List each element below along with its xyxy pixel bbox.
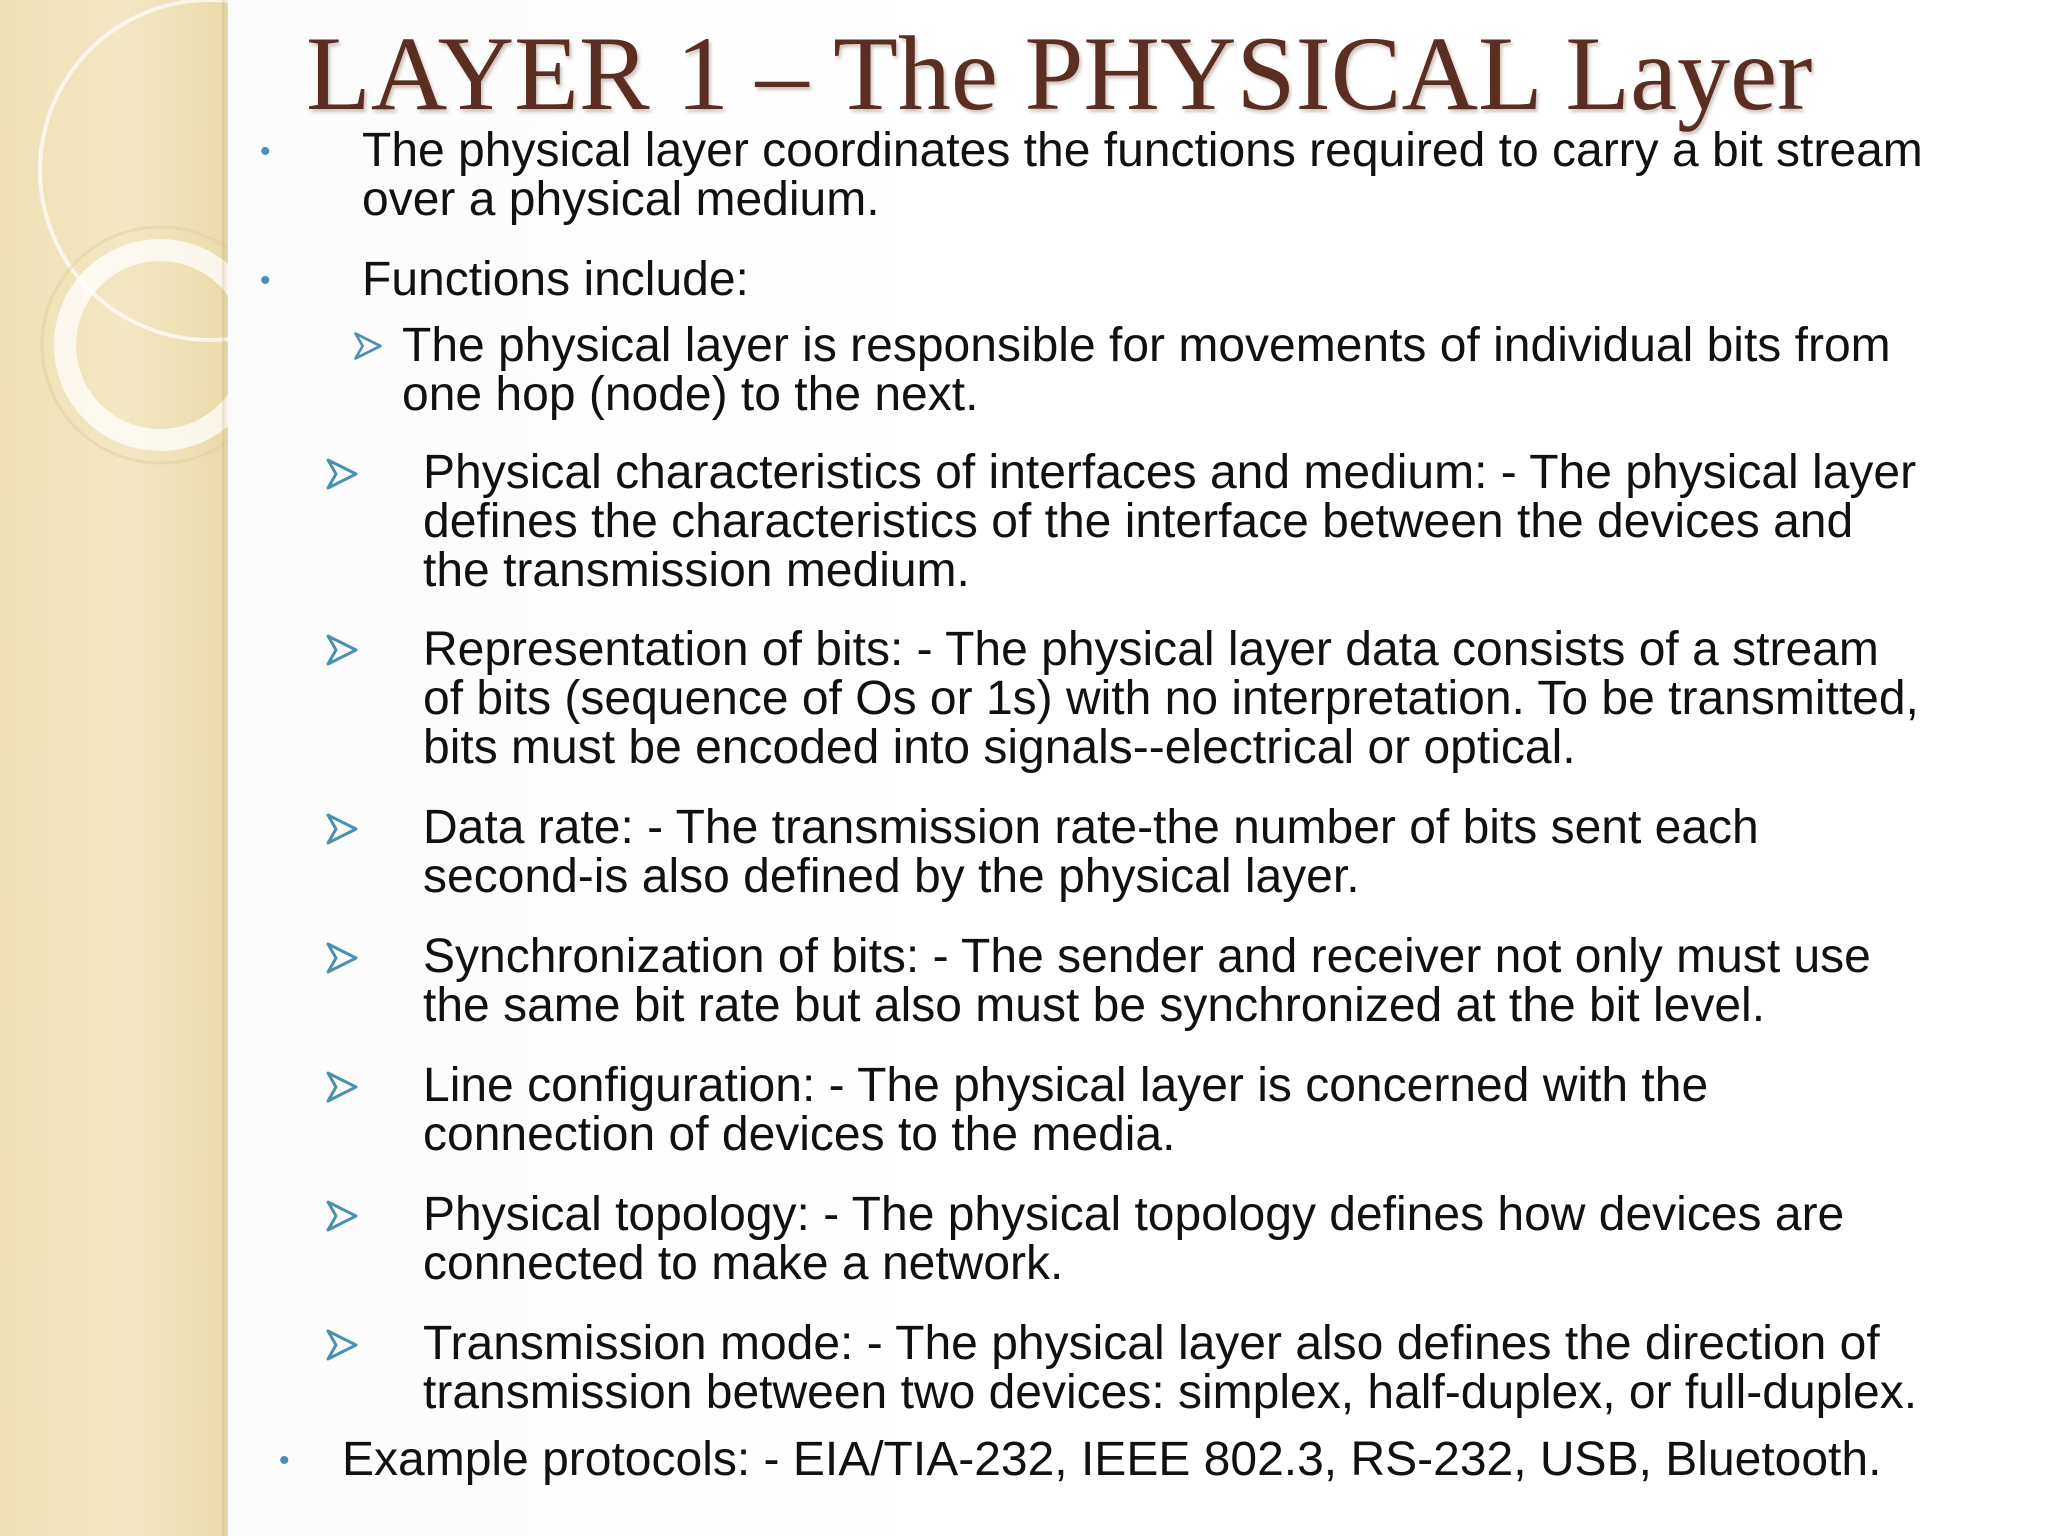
arrow-bullet-icon	[352, 330, 384, 362]
example-protocols-line: Example protocols: - EIA/TIA-232, IEEE 802.3, RS-232, USB, Bluetooth.	[342, 1433, 1882, 1486]
function-line: Data rate: - The transmission rate-the number of bits sent each	[423, 801, 1759, 854]
function-line: of bits (sequence of Os or 1s) with no interpretation. To be transmitted,	[423, 672, 1919, 725]
ring-decoration-icon	[0, 0, 228, 1536]
arrow-bullet-icon	[324, 456, 360, 492]
bullet-line: Functions include:	[362, 253, 749, 306]
bullet-line: The physical layer coordinates the functions required to carry a bit stream	[362, 124, 1923, 177]
function-line: second-is also defined by the physical layer.	[423, 850, 1360, 903]
bullet-dot-icon: •	[260, 264, 271, 297]
arrow-bullet-icon	[324, 1198, 360, 1234]
function-line: connection of devices to the media.	[423, 1108, 1176, 1161]
function-line: Synchronization of bits: - The sender and receiver not only must use	[423, 930, 1871, 983]
function-line: Transmission mode: - The physical layer also defines the direction of	[423, 1317, 1880, 1370]
arrow-bullet-icon	[324, 1327, 360, 1363]
arrow-bullet-icon	[324, 811, 360, 847]
function-line: transmission between two devices: simplex, half-duplex, or full-duplex.	[423, 1366, 1918, 1419]
bullet-line: over a physical medium.	[362, 173, 880, 226]
function-line: Physical characteristics of interfaces and medium: - The physical layer	[423, 446, 1917, 499]
function-line: bits must be encoded into signals--electrical or optical.	[423, 721, 1576, 774]
arrow-bullet-icon	[324, 1069, 360, 1105]
function-line: one hop (node) to the next.	[402, 368, 979, 421]
function-line: The physical layer is responsible for movements of individual bits from	[402, 319, 1891, 372]
function-line: Line configuration: - The physical layer is concerned with the	[423, 1059, 1709, 1112]
function-line: Representation of bits: - The physical layer data consists of a stream	[423, 623, 1879, 676]
function-line: the transmission medium.	[423, 544, 970, 597]
function-line: Physical topology: - The physical topology defines how devices are	[423, 1188, 1845, 1241]
arrow-bullet-icon	[324, 940, 360, 976]
bullet-dot-icon: •	[260, 135, 271, 168]
slide-title: LAYER 1 – The PHYSICAL Layer	[306, 15, 1813, 132]
function-line: defines the characteristics of the interface between the devices and	[423, 495, 1854, 548]
decorative-sidebar	[0, 0, 228, 1536]
arrow-bullet-icon	[324, 632, 360, 668]
function-line: the same bit rate but also must be synchronized at the bit level.	[423, 979, 1766, 1032]
bullet-dot-icon: •	[279, 1444, 290, 1477]
function-line: connected to make a network.	[423, 1237, 1064, 1290]
